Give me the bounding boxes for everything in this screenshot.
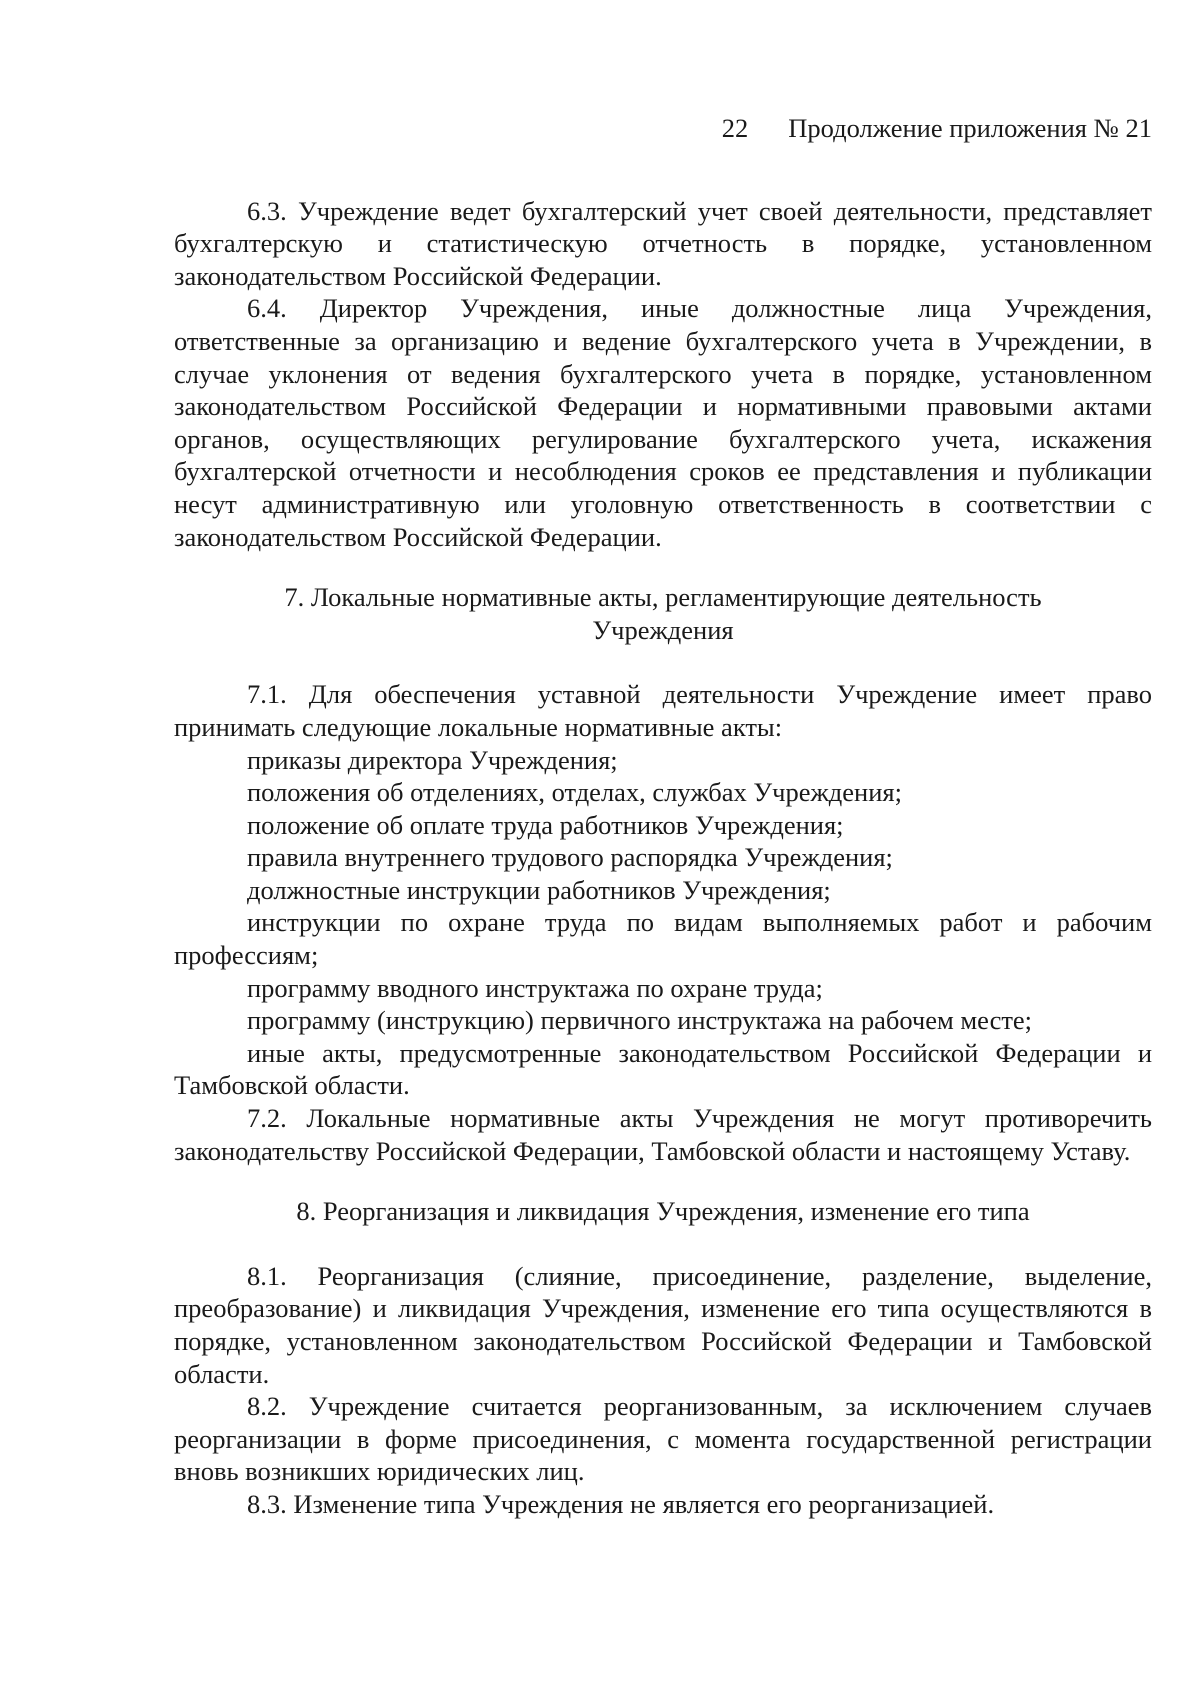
- appendix-title: Продолжение приложения № 21: [788, 113, 1152, 143]
- paragraph-8-1: 8.1. Реорганизация (слияние, присоединение, разделение, выделение, преобразование) и ликвидация Учреждения, изменение его типа осуществляются в порядке, установленном законодательством Российской Федерации и Тамбовской области.: [174, 1260, 1152, 1389]
- paragraph-6-3: 6.3. Учреждение ведет бухгалтерский учет своей деятельности, представляет бухгалтерскую и статистическую отчетность в порядке, установленном законодательством Российской Федерации.: [174, 195, 1152, 291]
- list-item: положения об отделениях, отделах, службах Учреждения;: [247, 777, 902, 808]
- list-item: инструкции по охране труда по видам выполняемых работ и рабочим профессиям;: [174, 907, 1152, 971]
- section-7-heading: 7. Локальные нормативные акты, регламентирующие деятельность Учреждения: [284, 582, 1042, 645]
- list-item: программу вводного инструктажа по охране труда;: [247, 972, 823, 1003]
- document-page: [174, 112, 1152, 1521]
- paragraph-7-1: 7.1. Для обеспечения уставной деятельности Учреждение имеет право принимать следующие локальные нормативные акты:: [174, 679, 1152, 742]
- list-item: правила внутреннего трудового распорядка Учреждения;: [247, 842, 893, 873]
- list-item: положение об оплате труда работников Учреждения;: [247, 809, 844, 840]
- page-number: 22: [721, 113, 749, 143]
- list-item: иные акты, предусмотренные законодательством Российской Федерации и Тамбовской области.: [174, 1037, 1152, 1101]
- paragraph-8-3: 8.3. Изменение типа Учреждения не является его реорганизацией.: [247, 1488, 995, 1519]
- list-item: программу (инструкцию) первичного инструктажа на рабочем месте;: [247, 1005, 1033, 1036]
- paragraph-7-2: 7.2. Локальные нормативные акты Учреждения не могут противоречить законодательству Российской Федерации, Тамбовской области и настоящему Уставу.: [174, 1103, 1152, 1166]
- paragraph-6-4: 6.4. Директор Учреждения, иные должностные лица Учреждения, ответственные за организацию и ведение бухгалтерского учета в Учреждении, в случае уклонения от ведения бухгалтерского учета в порядке, установленном законодательством Российской Федерации и нормативными правовыми актами органов, осуществляющих регулирование бухгалтерского учета, искажения бухгалтерской отчетности и несоблюдения сроков ее представления и публикации несут административную или уголовную ответственность в соответствии с законодательством Российской Федерации.: [174, 293, 1152, 552]
- page-header: [174, 112, 1152, 145]
- section-8-heading: 8. Реорганизация и ликвидация Учреждения, изменение его типа: [296, 1196, 1030, 1227]
- list-item: приказы директора Учреждения;: [247, 744, 618, 775]
- paragraph-8-2: 8.2. Учреждение считается реорганизованным, за исключением случаев реорганизации в форме присоединения, с момента государственной регистрации вновь возникших юридических лиц.: [174, 1391, 1152, 1487]
- list-item: должностные инструкции работников Учреждения;: [247, 874, 831, 905]
